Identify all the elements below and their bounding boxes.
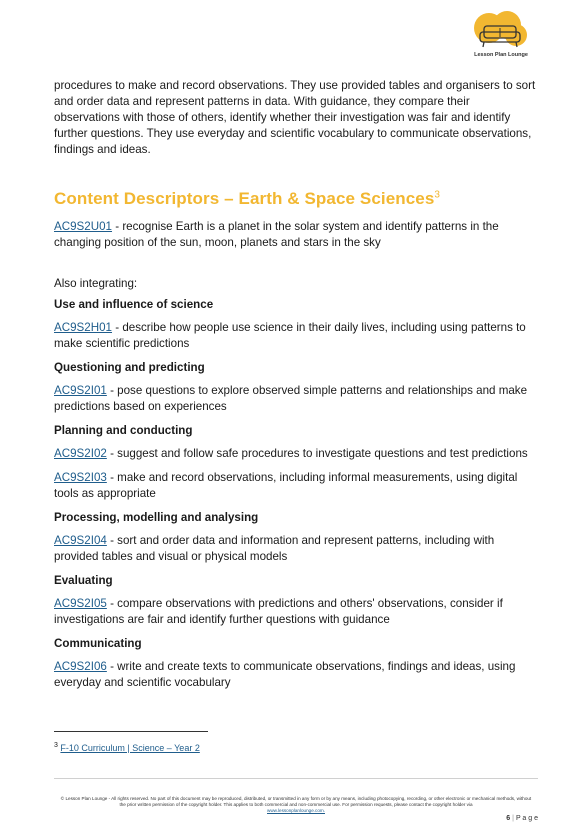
descriptor-code-link[interactable]: AC9S2I05: [54, 597, 107, 610]
descriptor-item: [54, 659, 538, 691]
footnote-ref[interactable]: 3: [434, 189, 441, 201]
subsection-title: Questioning and predicting: [54, 361, 205, 374]
section-heading: [54, 189, 538, 209]
page-number: [506, 815, 538, 822]
descriptor-text: - suggest and follow safe procedures to investigate questions and test predictions: [106, 447, 528, 460]
descriptor-text: - compare observations with predictions and others' observations, consider if investigations are fair and identify further questions with guidance: [54, 597, 503, 626]
sofa-icon: [472, 8, 530, 56]
descriptor-text: - sort and order data and information and represent patterns, including with provided tables and visual or physical models: [54, 534, 495, 563]
descriptor-code-link[interactable]: AC9S2I04: [54, 534, 107, 547]
subsection-title: Planning and conducting: [54, 424, 193, 437]
brand-logo-text: Lesson Plan Lounge: [474, 52, 528, 58]
subsection-title: Processing, modelling and analysing: [54, 511, 259, 524]
descriptor-text: - pose questions to explore observed simple patterns and relationships and make predictions based on experiences: [54, 384, 528, 413]
subsection-title: Evaluating: [54, 574, 113, 587]
descriptor-text: - recognise Earth is a planet in the solar system and identify patterns in the changing position of the sun, moon, planets and stars in the sky: [54, 220, 499, 249]
descriptor-code-link[interactable]: AC9S2I03: [54, 471, 107, 484]
descriptor-code-link[interactable]: AC9S2U01: [54, 220, 113, 233]
intro-paragraph: procedures to make and record observations. They use provided tables and organisers to sort and order data and represent patterns in data. With guidance, they compare their observations with those of others, identify whether their investigation was fair and identify further questions. They use everyday and scientific vocabulary to communicate observations, findings and ideas.: [54, 79, 536, 156]
footnote-number: 3: [54, 742, 58, 749]
page-number-value: 6: [506, 815, 511, 822]
copyright-text: © Lesson Plan Lounge - All rights reserved. No part of this document may be reproduced, distributed, or transmitted in any form or by any means, including photocopying, recording, or other electronic or mechanical methods, without the prior written permission of the copyright holder. This applies to both commercial and non-commercial use. For permission requests, please contact the copyright holder via: [60, 796, 532, 807]
descriptor-text: - write and create texts to communicate observations, findings and ideas, using everyday and scientific vocabulary: [54, 660, 516, 689]
descriptor-text: - make and record observations, including informal measurements, using digital tools as appropriate: [54, 471, 518, 500]
footnote: [54, 740, 200, 754]
main-descriptor: [54, 219, 538, 251]
descriptor-code-link[interactable]: AC9S2I06: [54, 660, 107, 673]
descriptor-code-link[interactable]: AC9S2I02: [54, 447, 107, 460]
descriptor-item: [54, 320, 538, 352]
footnote-divider: [54, 731, 208, 732]
subsection-title: Communicating: [54, 637, 142, 650]
section-heading-text: Content Descriptors – Earth & Space Sciences: [54, 189, 435, 208]
descriptor-code-link[interactable]: AC9S2H01: [54, 321, 113, 334]
footnote-link[interactable]: F-10 Curriculum | Science – Year 2: [60, 743, 200, 753]
descriptor-item: [54, 533, 538, 565]
descriptor-text: - describe how people use science in their daily lives, including using patterns to make scientific predictions: [54, 321, 526, 350]
website-link[interactable]: www.lessonplanlounge.com.: [267, 808, 325, 813]
page-label: P a g e: [515, 815, 538, 822]
descriptor-item: [54, 470, 538, 502]
also-integrating-label: Also integrating:: [54, 277, 138, 290]
descriptor-item: [54, 446, 538, 462]
descriptor-code-link[interactable]: AC9S2I01: [54, 384, 107, 397]
descriptor-item: [54, 383, 538, 415]
descriptor-item: [54, 596, 538, 628]
page-separator: |: [512, 815, 514, 822]
subsection-title: Use and influence of science: [54, 298, 214, 311]
footer-divider: [54, 778, 538, 779]
integrated-sections: [54, 297, 538, 691]
page-content: [54, 78, 538, 699]
copyright-notice: [60, 796, 532, 814]
